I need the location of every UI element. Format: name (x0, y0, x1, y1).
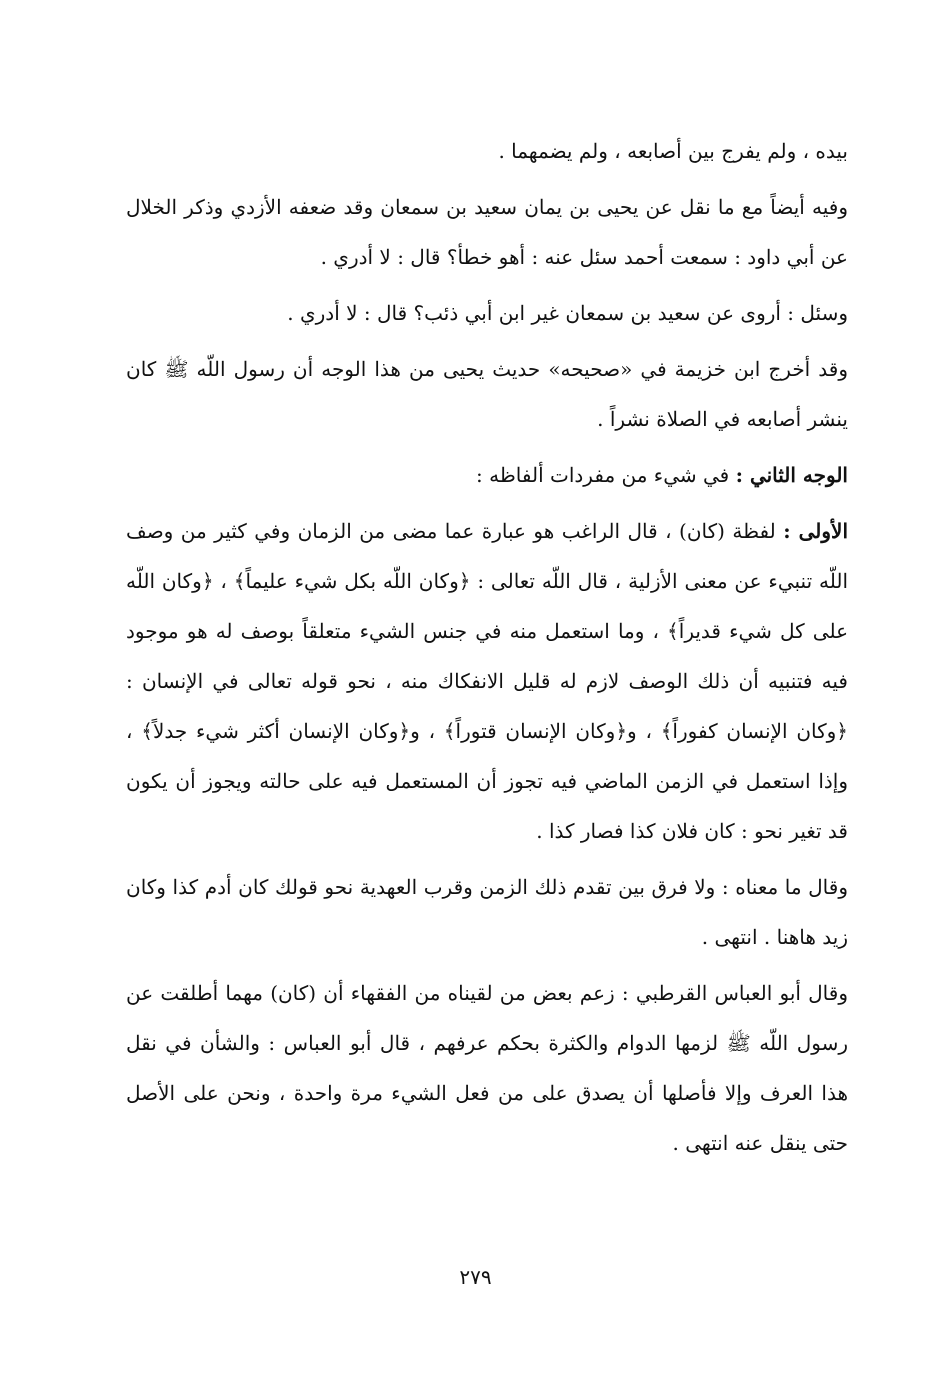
page-number: ٢٧٩ (459, 1265, 492, 1289)
paragraph-2: وفيه أيضاً مع ما نقل عن يحيى بن يمان سعيد بن سمعان وقد ضعفه الأزدي وذكر الخلال عن أبي داود : سمعت أحمد سئل عنه : أهو خطأ؟ قال : لا أدري . (126, 195, 848, 269)
paragraph-1: بيده ، ولم يفرج بين أصابعه ، ولم يضمهما . (498, 139, 848, 163)
paragraph-8: وقال أبو العباس القرطبي : زعم بعض من لقيناه من الفقهاء أن (كان) مهما أطلقت عن رسول اللّه ﷺ لزمها الدوام والكثرة بحكم عرفهم ، قال أبو العباس : والشأن في نقل هذا العرف وإلا فأصلها أن يصدق على من فعل الشيء مرة واحدة ، ونحن على الأصل حتى ينقل عنه انتهى . (126, 981, 849, 1155)
body-text (126, 126, 848, 1174)
paragraph-first-word: الأولى : لفظة (كان) ، قال الراغب هو عبارة عما مضى من الزمان وفي كثير من وصف اللّه تنبيء عن معنى الأزلية ، قال اللّه تعالى : ﴿وكان اللّه بكل شيء عليماً﴾ ، ﴿وكان اللّه على كل شيء قديراً﴾ ، وما استعمل منه في جنس الشيء متعلقاً بوصف له هو موجود فيه فتنبيه أن ذلك الوصف لازم له قليل الانفكاك منه ، نحو قوله تعالى في الإنسان : ﴿وكان الإنسان كفوراً﴾ ، و﴿وكان الإنسان قتوراً﴾ ، و﴿وكان الإنسان أكثر شيء جدلاً﴾ ، وإذا استعمل في الزمن الماضي فيه تجوز أن المستعمل فيه على حالته ويجوز أن يكون قد تغير نحو : كان فلان كذا فصار كذا . (126, 519, 849, 843)
first-word-label: الأولى : (783, 519, 849, 543)
section-heading: الوجه الثاني : في شيء من مفردات ألفاظه : (476, 463, 848, 487)
paragraph-3: وسئل : أروى عن سعيد بن سمعان غير ابن أبي ذئب؟ قال : لا أدري . (287, 301, 848, 325)
section-heading-label: الوجه الثاني : (735, 463, 848, 487)
paragraph-7: وقال ما معناه : ولا فرق بين تقدم ذلك الزمن وقرب العهدية نحو قولك كان أدم كذا وكان زيد هاهنا . انتهى . (126, 875, 848, 949)
paragraph-4: وقد أخرج ابن خزيمة في «صحيحه» حديث يحيى من هذا الوجه أن رسول اللّه ﷺ كان ينشر أصابعه في الصلاة نشراً . (126, 357, 848, 431)
